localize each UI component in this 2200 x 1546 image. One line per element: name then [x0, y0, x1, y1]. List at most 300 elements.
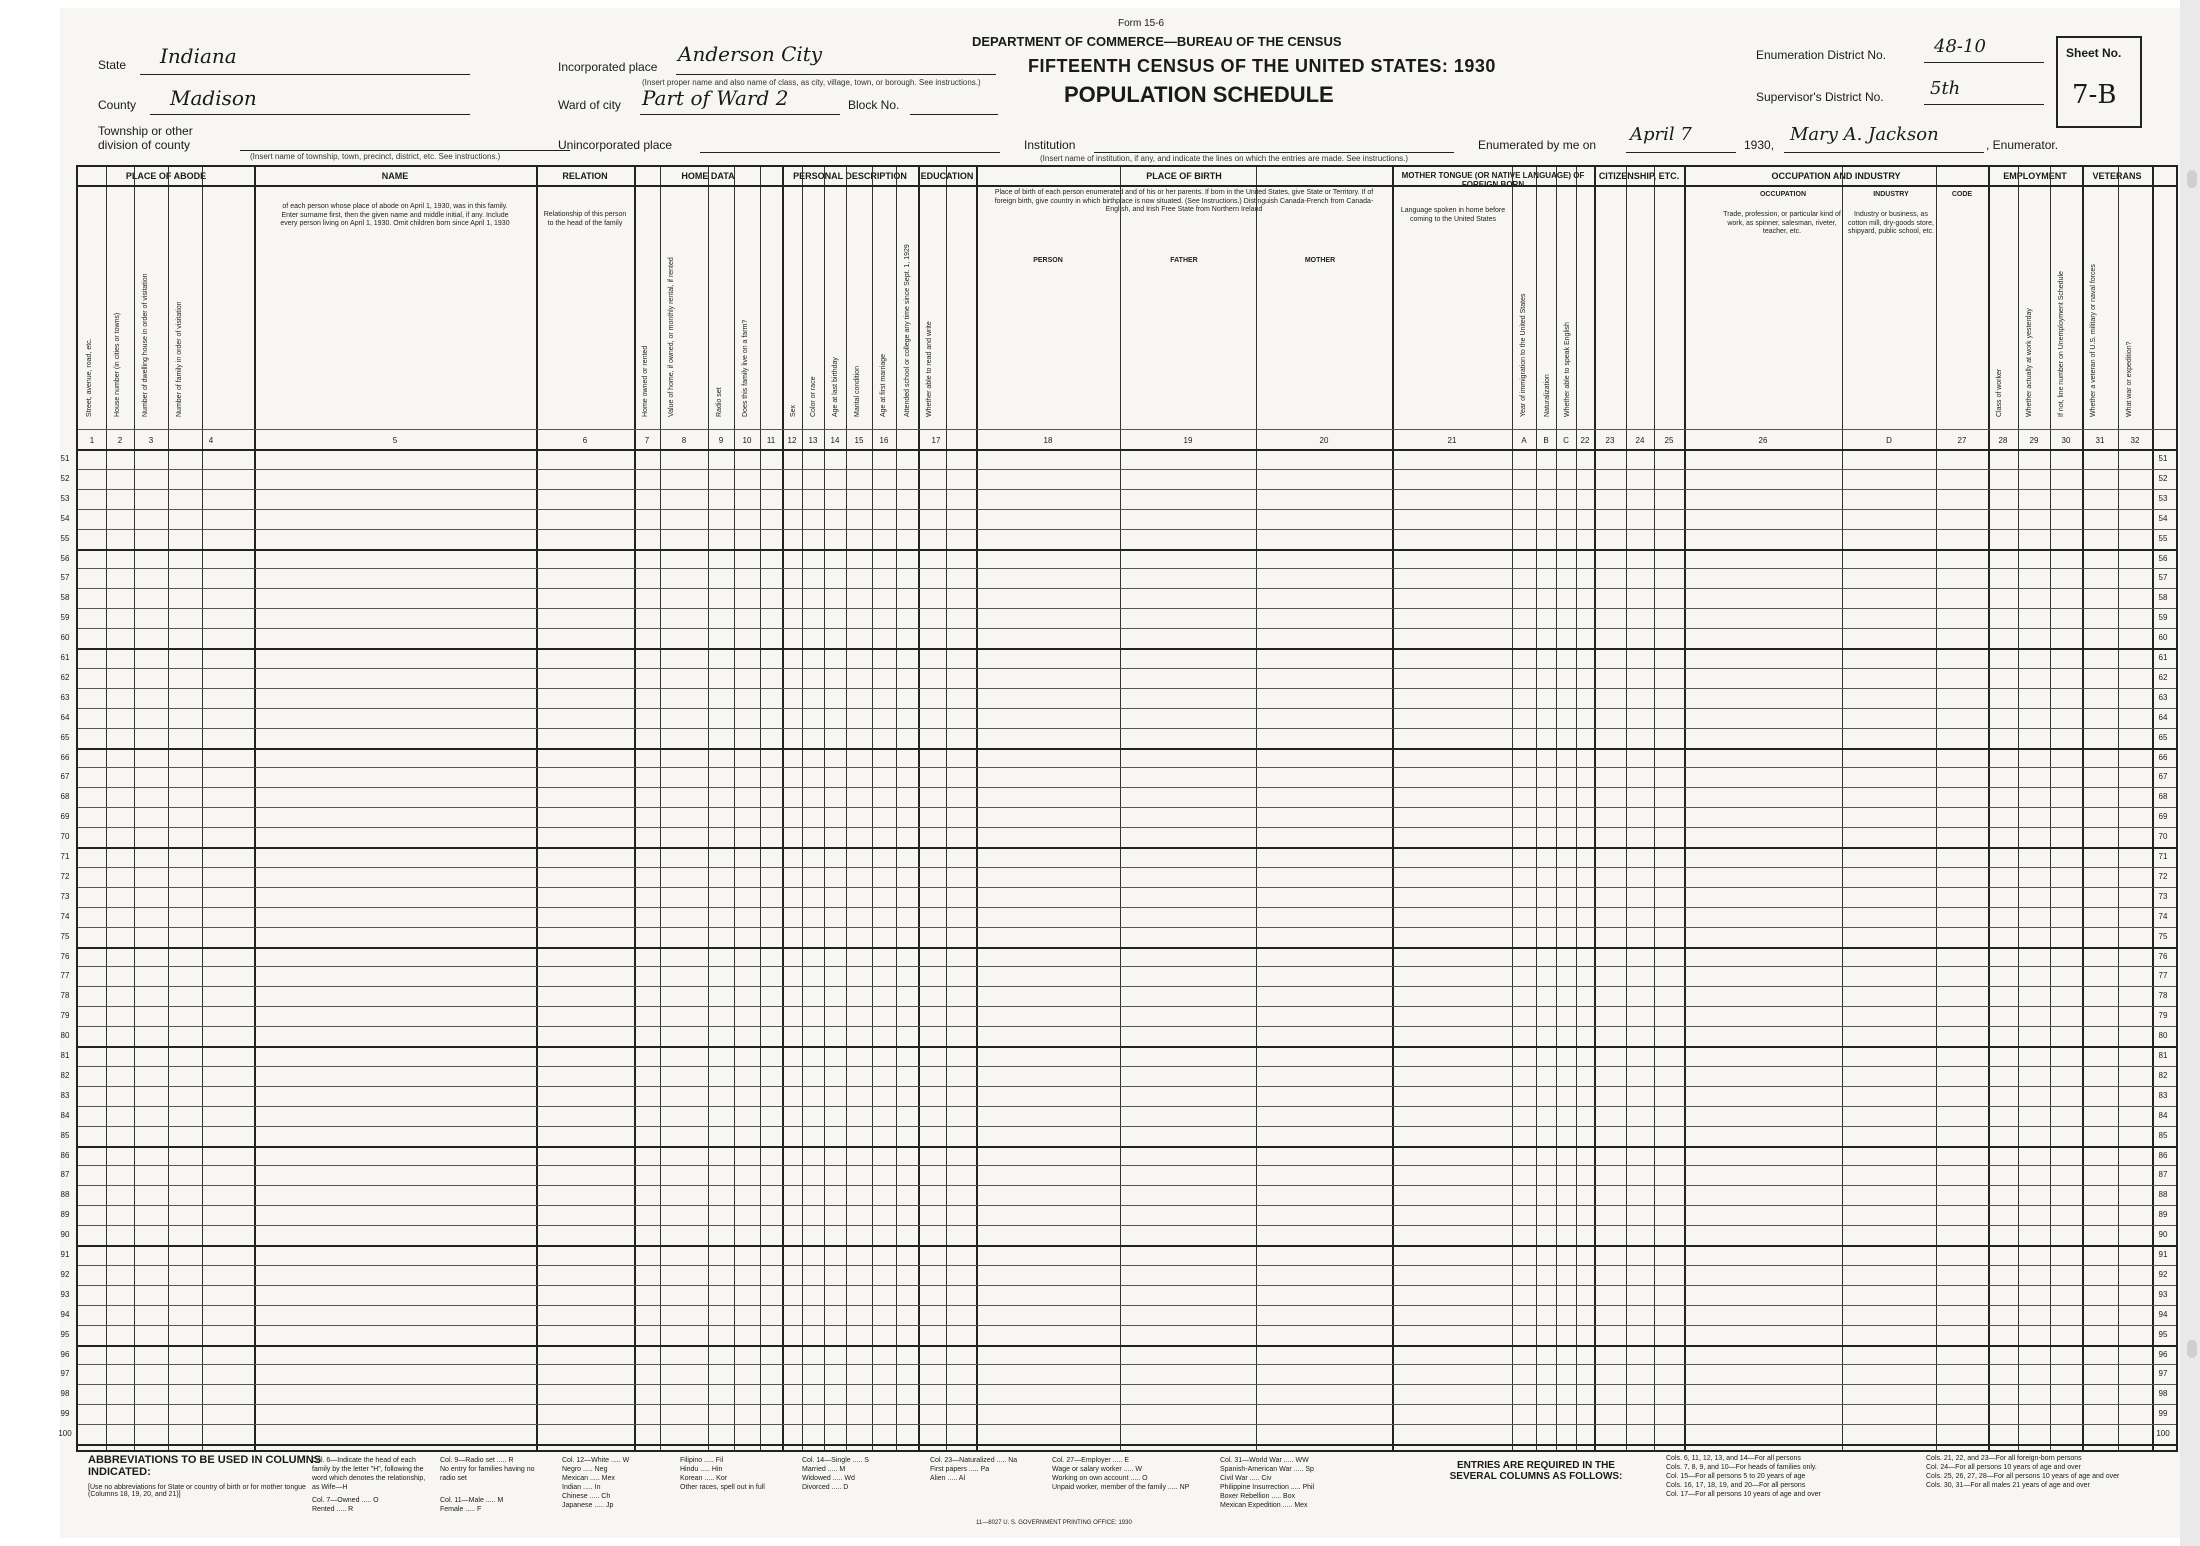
column-rule [660, 167, 661, 1450]
column-rule [2018, 167, 2019, 1450]
row-number: 67 [2158, 772, 2168, 782]
column-rule [918, 167, 920, 1450]
state-label: State [98, 58, 127, 72]
enumerated-date: April 7 [1630, 124, 1692, 145]
binder-hole [2187, 1340, 2197, 1358]
column-number: A [1521, 436, 1527, 445]
row-number: 66 [60, 752, 70, 762]
row-number: 90 [60, 1230, 70, 1240]
row-rule [78, 648, 2176, 650]
row-number: 97 [2158, 1369, 2168, 1379]
column-caption: Value of home, if owned, or monthly rental, if rented [668, 257, 675, 417]
column-rule [734, 167, 735, 1450]
group-occupation: OCCUPATION AND INDUSTRY [1771, 171, 1901, 181]
row-rule [78, 966, 2176, 967]
column-caption: Color or race [810, 376, 817, 417]
row-number: 100 [58, 1429, 72, 1439]
row-rule [78, 628, 2176, 629]
column-rule [1684, 167, 1686, 1450]
row-rule [78, 748, 2176, 750]
row-number: 51 [60, 454, 70, 463]
column-caption: Year of immigration to the United States [1520, 293, 1527, 417]
column-number: 6 [582, 436, 588, 445]
column-number: 1 [89, 436, 95, 445]
row-number: 56 [60, 553, 70, 563]
abbr-col23: Col. 23—Naturalized ..... Na First papers ..... Pa Alien ..... Al [930, 1457, 1018, 1482]
incorporated-label: Incorporated place [558, 60, 658, 74]
row-rule [78, 947, 2176, 949]
column-rule [782, 167, 784, 1450]
row-number: 85 [2158, 1130, 2168, 1140]
row-number: 71 [2158, 852, 2168, 861]
group-name: NAME [381, 171, 409, 181]
enumerator-label: , Enumerator. [1986, 138, 2059, 152]
sheet-value: 7-B [2072, 80, 2117, 110]
incorporated-value: Anderson City [678, 42, 823, 66]
row-number: 83 [60, 1090, 70, 1100]
column-number: 4 [208, 436, 214, 445]
row-rule [78, 1285, 2176, 1286]
county-value: Madison [170, 86, 257, 110]
relation-description: Relationship of this person to the head of the family [543, 211, 627, 227]
row-rule [78, 986, 2176, 987]
row-number: 76 [2158, 951, 2168, 961]
row-number: 64 [60, 712, 70, 722]
column-rule [846, 167, 847, 1450]
abbr-col9: Col. 9—Radio set ..... R No entry for families having no radio set [440, 1457, 535, 1482]
row-rule [78, 1046, 2176, 1048]
township-note: (Insert name of township, town, precinct, district, etc. See instructions.) [250, 152, 501, 161]
column-caption: Whether actually at work yesterday [2026, 308, 2033, 417]
sheet-number-box [2056, 36, 2142, 128]
column-rule [976, 167, 978, 1450]
row-number: 98 [60, 1389, 70, 1399]
row-number: 78 [2158, 991, 2168, 1001]
row-number: 74 [60, 911, 70, 921]
row-number: 65 [2158, 732, 2168, 742]
row-number: 75 [60, 931, 70, 941]
schedule-title: POPULATION SCHEDULE [1064, 82, 1334, 107]
row-number: 54 [2158, 513, 2168, 523]
row-rule [78, 668, 2176, 669]
column-number: 21 [1447, 436, 1457, 445]
ward-value: Part of Ward 2 [642, 86, 789, 110]
column-number: 12 [787, 436, 797, 445]
column-rule [1842, 167, 1843, 1450]
column-rule [106, 167, 107, 1450]
column-caption: Number of dwelling house in order of visitation [142, 273, 149, 417]
column-caption: Naturalization [1544, 374, 1551, 417]
birth-description: Place of birth of each person enumerated and of his or her parents. If born in the United States, give State or Territory. If of foreign birth, give country in which birthplace is now situated. (See Instructions.) Distinguish Canada-French from Canada-English, and Irish Free State from Northern Ireland [994, 189, 1374, 213]
row-number: 58 [2158, 593, 2168, 603]
row-number: 60 [60, 633, 70, 643]
occupation-description: Trade, profession, or particular kind of work, as spinner, salesman, riveter, teacher, etc. [1723, 211, 1841, 235]
column-number: 3 [148, 436, 154, 445]
census-title: FIFTEENTH CENSUS OF THE UNITED STATES: 1930 [1028, 56, 1496, 76]
column-number: D [1886, 436, 1892, 445]
row-number: 92 [2158, 1269, 2168, 1279]
row-rule [78, 1404, 2176, 1405]
row-number: 73 [60, 891, 70, 901]
row-number: 55 [2158, 533, 2168, 543]
birth-sub-mother: MOTHER [1304, 257, 1336, 264]
column-number: 9 [718, 436, 724, 445]
industry-description: Industry or business, as cotton mill, dry-goods store, shipyard, public school, etc. [1848, 211, 1934, 235]
group-mother-tongue: MOTHER TONGUE (OR NATIVE LANGUAGE) OF FOREIGN BORN [1401, 171, 1585, 189]
row-number: 52 [2158, 473, 2168, 483]
row-number: 69 [2158, 812, 2168, 822]
row-number: 99 [2158, 1409, 2168, 1419]
row-rule [78, 847, 2176, 849]
supervisor-value: 5th [1930, 78, 1961, 99]
header-rule [78, 429, 2176, 430]
column-number: 13 [808, 436, 818, 445]
row-number: 99 [60, 1409, 70, 1419]
row-number: 62 [2158, 672, 2168, 682]
abbr-col11: Col. 11—Male ..... M Female ..... F [440, 1497, 504, 1513]
row-rule [78, 1086, 2176, 1087]
row-number: 56 [2158, 553, 2168, 563]
row-rule [78, 568, 2176, 569]
column-rule [1256, 167, 1257, 1450]
row-number: 71 [60, 852, 70, 861]
row-rule [78, 1265, 2176, 1266]
row-rule [78, 887, 2176, 888]
column-number: 10 [742, 436, 752, 445]
column-caption: Whether able to speak English [1564, 322, 1571, 417]
column-number: 8 [681, 436, 687, 445]
institution-label: Institution [1024, 138, 1076, 152]
column-number: C [1563, 436, 1569, 445]
row-number: 61 [2158, 653, 2168, 662]
county-label: County [98, 98, 137, 112]
row-number: 63 [2158, 692, 2168, 702]
row-rule [78, 588, 2176, 589]
column-number: 14 [830, 436, 840, 445]
column-rule [872, 167, 873, 1450]
column-caption: Attended school or college any time since Sept. 1, 1929 [904, 244, 911, 417]
row-number: 73 [2158, 891, 2168, 901]
row-rule [78, 728, 2176, 729]
row-number: 68 [60, 792, 70, 802]
column-caption: Whether a veteran of U.S. military or naval forces [2090, 264, 2097, 417]
column-rule [1576, 167, 1577, 1450]
row-number: 85 [60, 1130, 70, 1140]
row-number: 100 [2156, 1429, 2170, 1439]
row-rule [78, 1424, 2176, 1425]
column-rule [1626, 167, 1627, 1450]
row-rule [78, 1364, 2176, 1365]
incorporated-note: (Insert proper name and also name of class, as city, village, town, or borough. See instructions.) [642, 78, 981, 87]
row-number: 57 [60, 573, 70, 583]
row-number: 96 [60, 1349, 70, 1359]
row-rule [78, 907, 2176, 908]
column-number: 24 [1635, 436, 1645, 445]
column-number: 17 [931, 436, 941, 445]
column-number: 16 [879, 436, 889, 445]
group-home-data: HOME DATA [681, 171, 735, 181]
ward-label: Ward of city [558, 98, 621, 112]
row-number: 82 [2158, 1070, 2168, 1080]
row-number: 84 [60, 1110, 70, 1120]
group-relation: RELATION [562, 171, 608, 181]
binder-hole [2187, 170, 2197, 188]
row-number: 88 [60, 1190, 70, 1200]
row-rule [78, 608, 2176, 609]
row-number: 95 [2158, 1329, 2168, 1339]
column-number: 5 [392, 436, 398, 445]
row-number: 80 [2158, 1031, 2168, 1041]
abbr-col7: Col. 7—Owned ..... O Rented ..... R [312, 1497, 379, 1513]
abbr-col14: Col. 14—Single ..... S Married ..... M Widowed ..... Wd Divorced ..... D [802, 1457, 869, 1491]
row-number: 77 [60, 971, 70, 981]
column-number: 27 [1957, 436, 1967, 445]
row-rule [78, 509, 2176, 510]
ed-value: 48-10 [1934, 36, 1986, 57]
group-place-of-abode: PLACE OF ABODE [125, 171, 207, 181]
row-number: 53 [2158, 493, 2168, 503]
row-rule [78, 1126, 2176, 1127]
row-number: 57 [2158, 573, 2168, 583]
column-rule [1392, 167, 1394, 1450]
row-number: 72 [60, 871, 70, 881]
column-caption: House number (in cities or towns) [114, 312, 121, 417]
row-number: 55 [60, 533, 70, 543]
row-number: 77 [2158, 971, 2168, 981]
row-rule [78, 1444, 2176, 1446]
row-number: 63 [60, 692, 70, 702]
enumerated-label: Enumerated by me on [1478, 138, 1597, 152]
row-number: 64 [2158, 712, 2168, 722]
column-rule [2082, 167, 2084, 1450]
row-number: 52 [60, 473, 70, 483]
row-number: 62 [60, 672, 70, 682]
column-number: 31 [2095, 436, 2105, 445]
column-caption: Marital condition [854, 366, 861, 417]
column-caption: Street, avenue, road, etc. [86, 338, 93, 417]
row-number: 90 [2158, 1230, 2168, 1240]
industry-sub: INDUSTRY [1873, 191, 1909, 198]
row-number: 94 [2158, 1309, 2168, 1319]
abbr-col12: Col. 12—White ..... W Negro ..... Neg Mexican ..... Mex Indian ..... In Chinese ..... Ch Japanese ..... Jp [562, 1457, 630, 1509]
row-rule [78, 1245, 2176, 1247]
row-number: 74 [2158, 911, 2168, 921]
row-number: 87 [2158, 1170, 2168, 1180]
column-rule [946, 167, 947, 1450]
row-number: 80 [60, 1031, 70, 1041]
row-rule [78, 1165, 2176, 1166]
row-number: 75 [2158, 931, 2168, 941]
printer-line: 11—8027 U. S. GOVERNMENT PRINTING OFFICE: 1930 [976, 1520, 1132, 1526]
column-rule [536, 167, 538, 1450]
column-number: 25 [1664, 436, 1674, 445]
row-rule [78, 927, 2176, 928]
row-rule [78, 688, 2176, 689]
column-rule [168, 167, 169, 1450]
occupation-sub: OCCUPATION [1759, 191, 1807, 198]
row-rule [78, 529, 2176, 530]
header-rule [78, 185, 2176, 187]
row-number: 51 [2158, 454, 2168, 463]
row-rule [78, 1106, 2176, 1107]
column-number: 22 [1580, 436, 1590, 445]
row-rule [78, 549, 2176, 551]
column-number: 32 [2130, 436, 2140, 445]
column-caption: Age at first marriage [880, 353, 887, 417]
row-number: 86 [60, 1150, 70, 1160]
column-number: B [1543, 436, 1549, 445]
row-rule [78, 1185, 2176, 1186]
row-number: 54 [60, 513, 70, 523]
row-rule [78, 1205, 2176, 1206]
scan-edge [2180, 0, 2200, 1546]
column-rule [1120, 167, 1121, 1450]
township-label: Township or other division of county [98, 124, 193, 152]
column-rule [254, 167, 256, 1450]
row-rule [78, 489, 2176, 490]
column-rule [1512, 167, 1513, 1450]
tongue-description: Language spoken in home before coming to the United States [1400, 207, 1506, 223]
column-number: 28 [1998, 436, 2008, 445]
unincorporated-label: Unincorporated place [558, 138, 673, 152]
row-number: 97 [60, 1369, 70, 1379]
row-number: 89 [60, 1210, 70, 1220]
row-number: 59 [60, 613, 70, 623]
group-place-of-birth: PLACE OF BIRTH [1146, 171, 1222, 181]
row-number: 95 [60, 1329, 70, 1339]
state-value: Indiana [160, 44, 237, 68]
row-rule [78, 827, 2176, 828]
column-rule [1988, 167, 1990, 1450]
abbr-col31: Col. 31—World War ..... WW Spanish-American War ..... Sp Civil War ..... Civ Philippine Insurrection ..... Phil Boxer Rebellion ..... Box Mexican Expedition ..... Mex [1220, 1457, 1315, 1509]
row-number: 65 [60, 732, 70, 742]
abbreviations-note: [Use no abbreviations for State or country of birth or for mother tongue (Columns 18, 19, 20, and 21)] [88, 1484, 306, 1498]
row-rule [78, 767, 2176, 768]
abbr-col27: Col. 27—Employer ..... E Wage or salary worker ..... W Working on own account ..... O Unpaid worker, member of the family ..... NP [1052, 1457, 1190, 1491]
group-employment: EMPLOYMENT [2003, 171, 2067, 181]
row-number: 59 [2158, 613, 2168, 623]
code-sub: CODE [1951, 191, 1973, 198]
row-number: 91 [2158, 1250, 2168, 1259]
column-caption: Home owned or rented [642, 345, 649, 417]
row-number: 98 [2158, 1389, 2168, 1399]
row-number: 78 [60, 991, 70, 1001]
row-number: 89 [2158, 1210, 2168, 1220]
department-title: DEPARTMENT OF COMMERCE—BUREAU OF THE CENSUS [972, 34, 1342, 49]
column-number: 7 [644, 436, 650, 445]
birth-sub-father: FATHER [1170, 257, 1198, 264]
name-description: of each person whose place of abode on April 1, 1930, was in this family. Enter surname first, then the given name and middle initial, if any. Include every person living on April 1, 1930. Omit children born since April 1, 1930 [280, 203, 510, 227]
footer [76, 1450, 2174, 1532]
row-rule [78, 1225, 2176, 1226]
row-number: 86 [2158, 1150, 2168, 1160]
block-label: Block No. [848, 98, 900, 112]
row-number: 61 [60, 653, 70, 662]
row-rule [78, 867, 2176, 868]
column-rule [896, 167, 897, 1450]
row-rule [78, 1066, 2176, 1067]
group-citizenship: CITIZENSHIP, ETC. [1598, 171, 1680, 181]
column-rule [2050, 167, 2051, 1450]
row-rule [78, 708, 2176, 709]
column-caption: Does this family live on a farm? [742, 319, 749, 417]
column-caption: Number of family in order of visitation [176, 301, 183, 417]
group-personal-description: PERSONAL DESCRIPTION [793, 171, 907, 181]
column-rule [134, 167, 135, 1450]
column-number: 29 [2029, 436, 2039, 445]
sheet-label: Sheet No. [2066, 46, 2122, 60]
row-rule [78, 1006, 2176, 1007]
row-number: 88 [2158, 1190, 2168, 1200]
column-rule [824, 167, 825, 1450]
column-rule [634, 167, 636, 1450]
column-rule [708, 167, 709, 1450]
row-rule [78, 1325, 2176, 1326]
row-rule [78, 807, 2176, 808]
column-rule [802, 167, 803, 1450]
row-number: 79 [60, 1011, 70, 1021]
row-number: 81 [2158, 1051, 2168, 1060]
entries-cols-left: Cols. 6, 11, 12, 13, and 14—For all persons Cols. 7, 8, 9, and 10—For heads of families only. Col. 15—For all persons 5 to 20 years of age Cols. 16, 17, 18, 19, and 20—For all persons Col. 17—For all persons 10 years of age and over [1666, 1455, 1821, 1498]
column-rule [760, 167, 761, 1450]
enumerator-name: Mary A. Jackson [1790, 124, 1939, 145]
row-number: 93 [60, 1289, 70, 1299]
column-number: 15 [854, 436, 864, 445]
column-number: 20 [1319, 436, 1329, 445]
row-number: 76 [60, 951, 70, 961]
entries-cols-right: Cols. 21, 22, and 23—For all foreign-born persons Col. 24—For all persons 10 years of age and over Cols. 25, 26, 27, 28—For all persons 10 years of age and over Cols. 30, 31—For all males 21 years of age and over [1926, 1455, 2120, 1489]
column-number: 19 [1183, 436, 1193, 445]
row-rule [78, 469, 2176, 470]
row-number: 83 [2158, 1090, 2168, 1100]
row-number: 53 [60, 493, 70, 503]
row-number: 70 [2158, 832, 2168, 842]
row-number: 92 [60, 1269, 70, 1279]
row-number: 69 [60, 812, 70, 822]
row-rule [78, 1384, 2176, 1385]
column-number: 18 [1043, 436, 1053, 445]
birth-sub-person: PERSON [1033, 257, 1063, 264]
header-rule [78, 449, 2176, 451]
row-number: 66 [2158, 752, 2168, 762]
form-number: Form 15-6 [1118, 18, 1165, 29]
row-number: 79 [2158, 1011, 2168, 1021]
row-number: 91 [60, 1250, 70, 1259]
group-education: EDUCATION [920, 171, 974, 181]
row-rule [78, 1305, 2176, 1306]
column-caption: Age at last birthday [832, 357, 839, 417]
column-number: 23 [1605, 436, 1615, 445]
column-caption: Class of worker [1996, 368, 2003, 417]
row-number: 58 [60, 593, 70, 603]
abbr-col12b: Filipino ..... Fil Hindu ..... Hin Korean ..... Kor Other races, spell out in full [680, 1457, 765, 1491]
row-number: 93 [2158, 1289, 2168, 1299]
row-number: 72 [2158, 871, 2168, 881]
column-rule [2118, 167, 2119, 1450]
row-number: 60 [2158, 633, 2168, 643]
population-table [58, 165, 2178, 1452]
row-number: 70 [60, 832, 70, 842]
column-rule [1556, 167, 1557, 1450]
column-rule [202, 167, 203, 1450]
column-rule [1936, 167, 1937, 1450]
column-number: 26 [1758, 436, 1768, 445]
row-number: 68 [2158, 792, 2168, 802]
row-rule [78, 787, 2176, 788]
institution-note: (Insert name of institution, if any, and indicate the lines on which the entries are made. See instructions.) [1040, 154, 1409, 163]
column-caption: Sex [790, 404, 797, 417]
abbreviations-title: ABBREVIATIONS TO BE USED IN COLUMNS INDICATED: [88, 1454, 322, 1478]
